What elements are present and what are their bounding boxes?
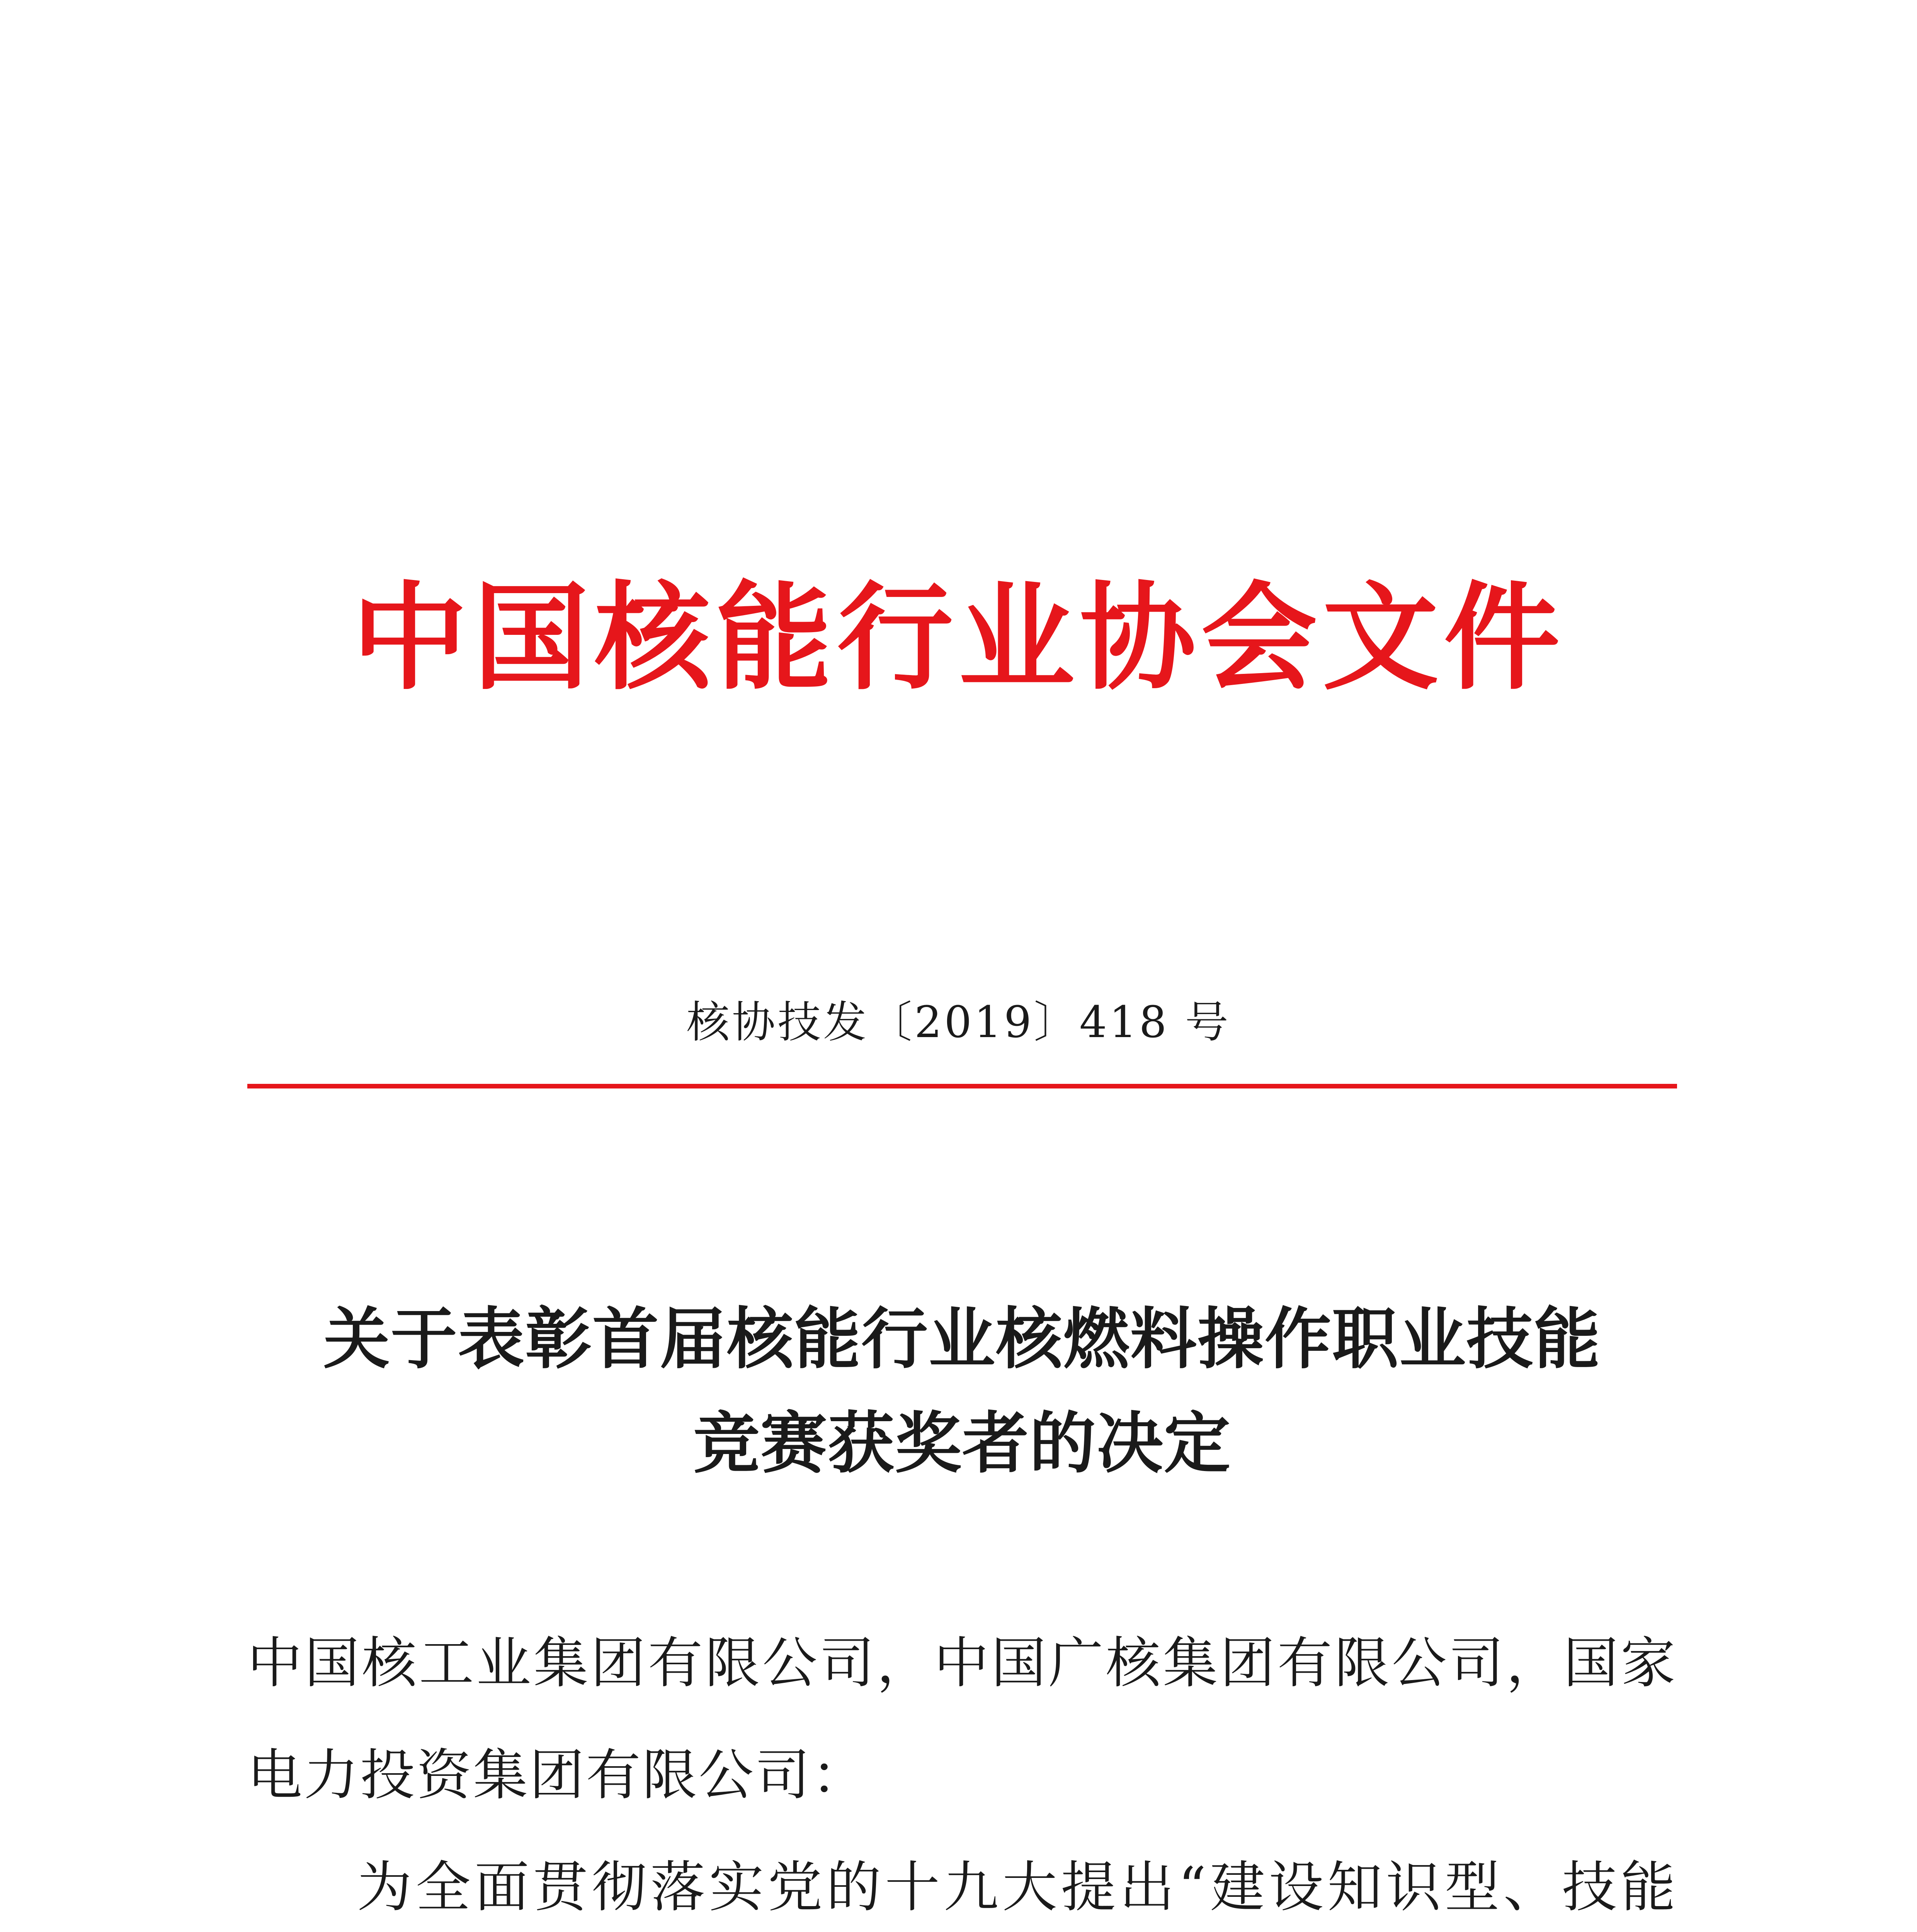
subject-line-2: 竞赛获奖者的决定 [693,1404,1231,1482]
document-subject [247,1287,1677,1495]
body-paragraph-1: 为全面贯彻落实党的十九大提出“建设知识型、技能 [357,1855,1677,1919]
red-divider-line [247,1084,1677,1088]
document-body [247,1607,1677,1932]
subject-line-1: 关于表彰首届核能行业核燃料操作职业技能 [323,1299,1601,1378]
document-header-title: 中国核能行业协会文件 [352,569,1565,706]
addressee: 中国核工业集团有限公司，中国广核集团有限公司，国家电力投资集团有限公司： [247,1631,1677,1807]
document-number: 核协技发〔2019〕418 号 [686,997,1231,1048]
